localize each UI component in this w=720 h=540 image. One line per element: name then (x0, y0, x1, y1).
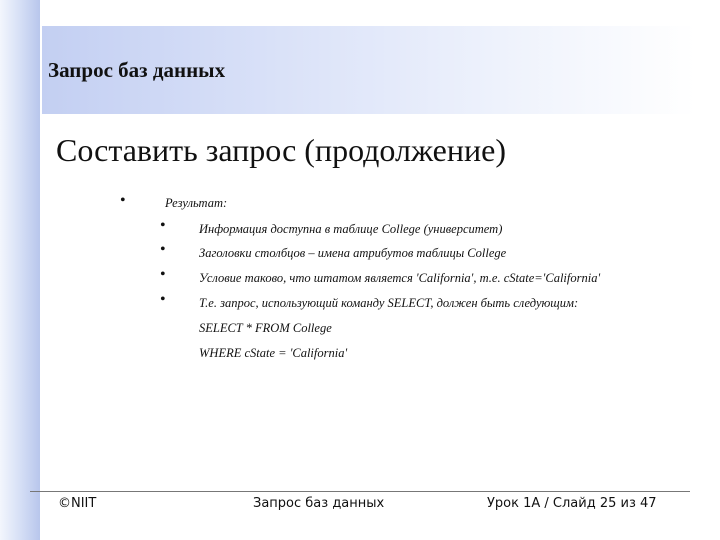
code-line: SELECT * FROM College (199, 321, 332, 335)
footer-center-title: Запрос баз данных (253, 496, 385, 511)
bullet-dot-icon: • (160, 266, 166, 283)
bullet-main-text: Результат: (165, 196, 228, 210)
slide-title: Составить запрос (продолжение) (56, 132, 506, 168)
section-title: Запрос баз данных (48, 58, 226, 82)
footer-divider (30, 491, 690, 492)
footer-slide-number: Урок 1A / Слайд 25 из 47 (487, 496, 657, 511)
bullet-dot-icon: • (160, 291, 166, 308)
bullet-dot-icon: • (160, 241, 166, 258)
sub-bullet-text: Информация доступна в таблице College (университет) (199, 222, 503, 236)
footer-copyright: ©NIIT (58, 496, 97, 511)
left-decorative-band (0, 0, 40, 540)
bullet-dot-icon: • (160, 217, 166, 234)
sub-bullet-text: Заголовки столбцов – имена атрибутов таблицы College (199, 246, 507, 260)
code-line: WHERE cState = 'California' (199, 346, 348, 360)
sub-bullet-text: Условие таково, что штатом является 'California', т.е. cState='California' (199, 271, 601, 285)
sub-bullet-text: Т.е. запрос, использующий команду SELECT, должен быть следующим: (199, 296, 579, 310)
bullet-dot-icon: • (120, 192, 126, 209)
